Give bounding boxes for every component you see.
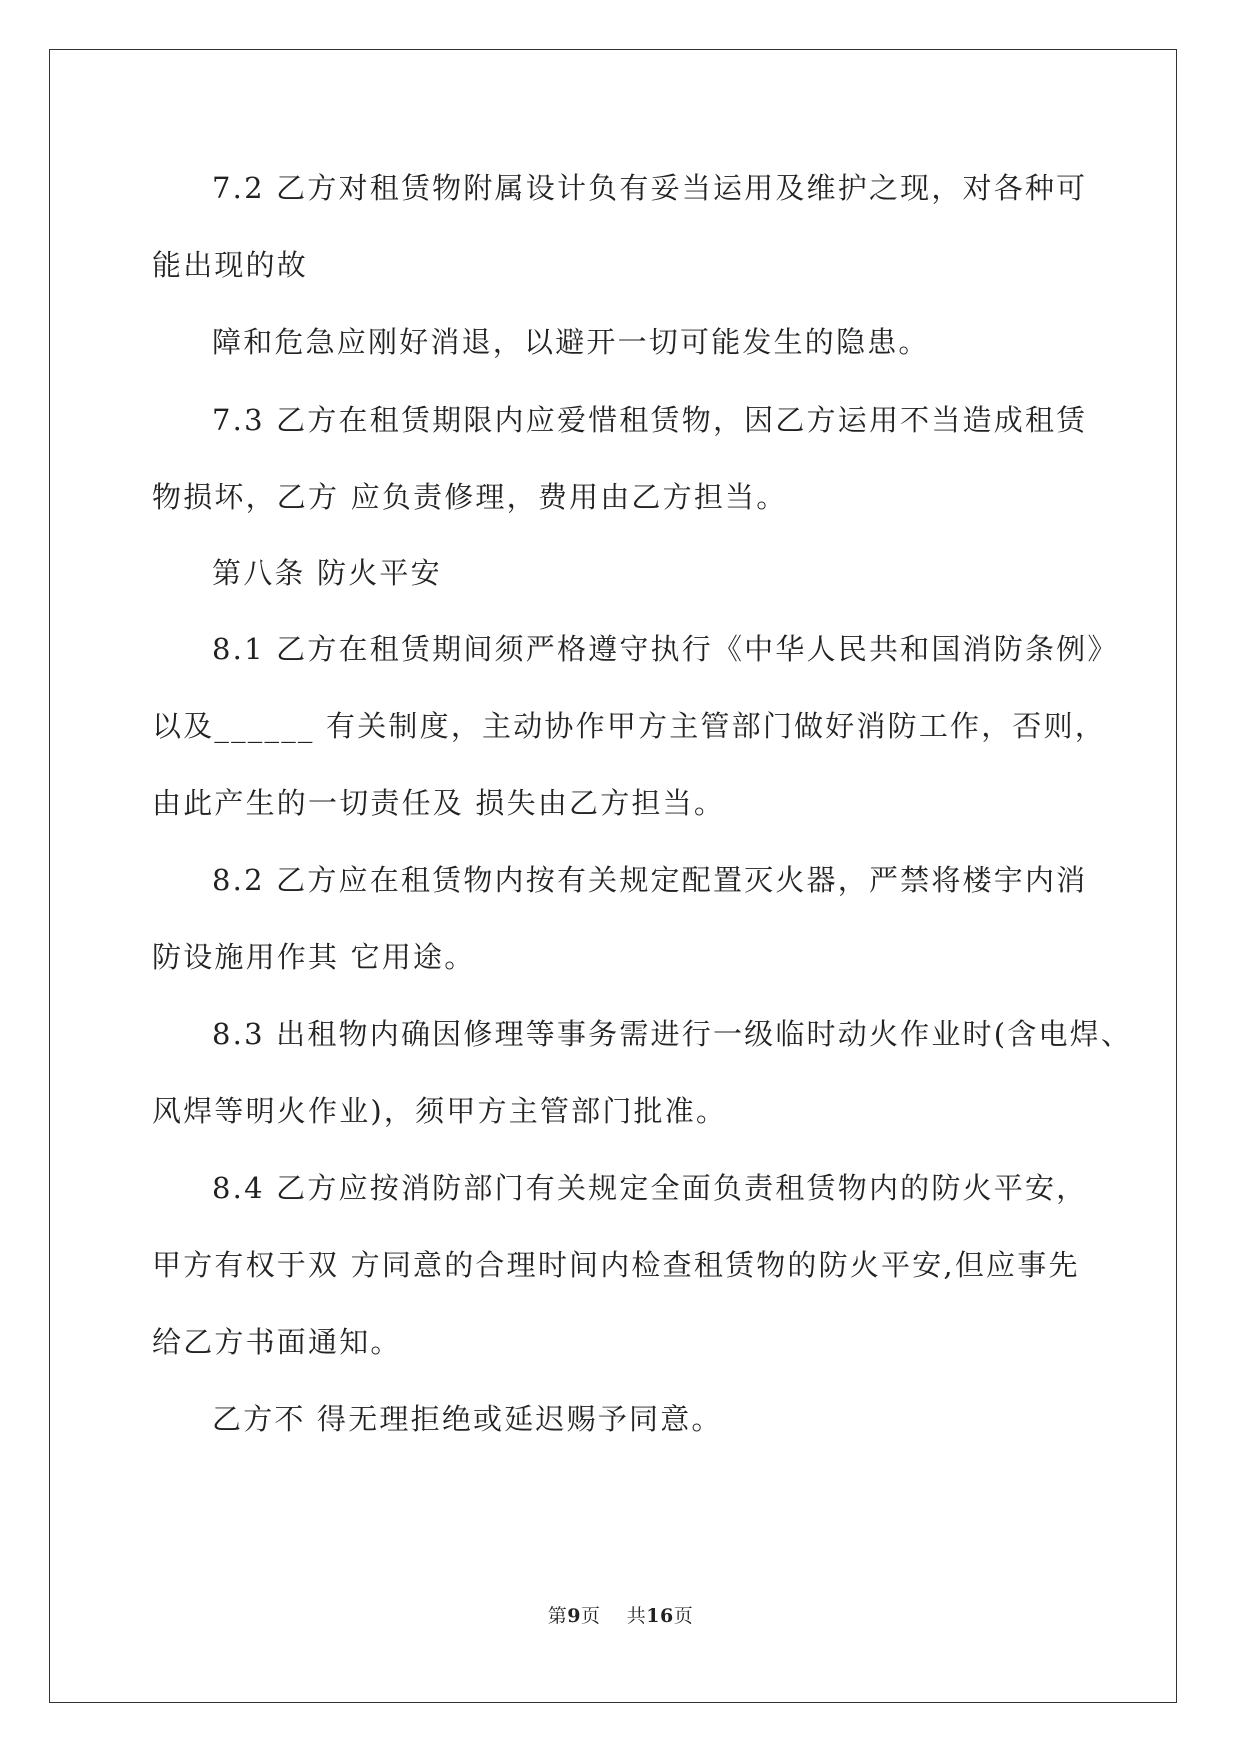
- page-number: 9: [567, 1605, 582, 1627]
- total-prefix: 共: [626, 1605, 647, 1627]
- total-pages: 16: [646, 1605, 674, 1627]
- page-suffix: 页: [581, 1605, 601, 1627]
- text-line: 8.4 乙方应按消防部门有关规定全面负责租赁物内的防火平安，: [212, 1171, 1088, 1205]
- text-line: 8.2 乙方应在租赁物内按有关规定配置灭火器，严禁将楼宇内消: [212, 863, 1088, 897]
- text-line: 8.1 乙方在租赁期间须严格遵守执行《中华人民共和国消防条例》: [212, 632, 1119, 666]
- text-line: 以及______ 有关制度，主动协作甲方主管部门做好消防工作，否则，: [152, 709, 1107, 743]
- section-heading: 第八条 防火平安: [212, 556, 442, 590]
- text-line: 7.3 乙方在租赁期限内应爱惜租赁物，因乙方运用不当造成租赁: [212, 403, 1088, 437]
- total-suffix: 页: [673, 1605, 694, 1627]
- page-footer: [0, 1603, 1241, 1629]
- text-line: 乙方不 得无理拒绝或延迟赐予同意。: [212, 1402, 723, 1436]
- text-line: 7.2 乙方对租赁物附属设计负有妥当运用及维护之现，对各种可: [212, 171, 1088, 205]
- text-line: 障和危急应刚好消退，以避开一切可能发生的隐患。: [212, 325, 930, 359]
- text-line: 由此产生的一切责任及 损失由乙方担当。: [152, 786, 726, 820]
- text-line: 防设施用作其 它用途。: [152, 940, 476, 974]
- text-line: 甲方有权于双 方同意的合理时间内检查租赁物的防火平安,但应事先: [152, 1248, 1080, 1282]
- text-line: 风焊等明火作业)，须甲方主管部门批准。: [152, 1094, 728, 1128]
- text-line: 物损坏，乙方 应负责修理，费用由乙方担当。: [152, 480, 788, 514]
- text-line: 能出现的故: [152, 248, 309, 282]
- text-line: 8.3 出租物内确因修理等事务需进行一级临时动火作业时(含电焊、: [212, 1017, 1133, 1051]
- page-prefix: 第: [547, 1605, 568, 1627]
- text-line: 给乙方书面通知。: [152, 1325, 402, 1359]
